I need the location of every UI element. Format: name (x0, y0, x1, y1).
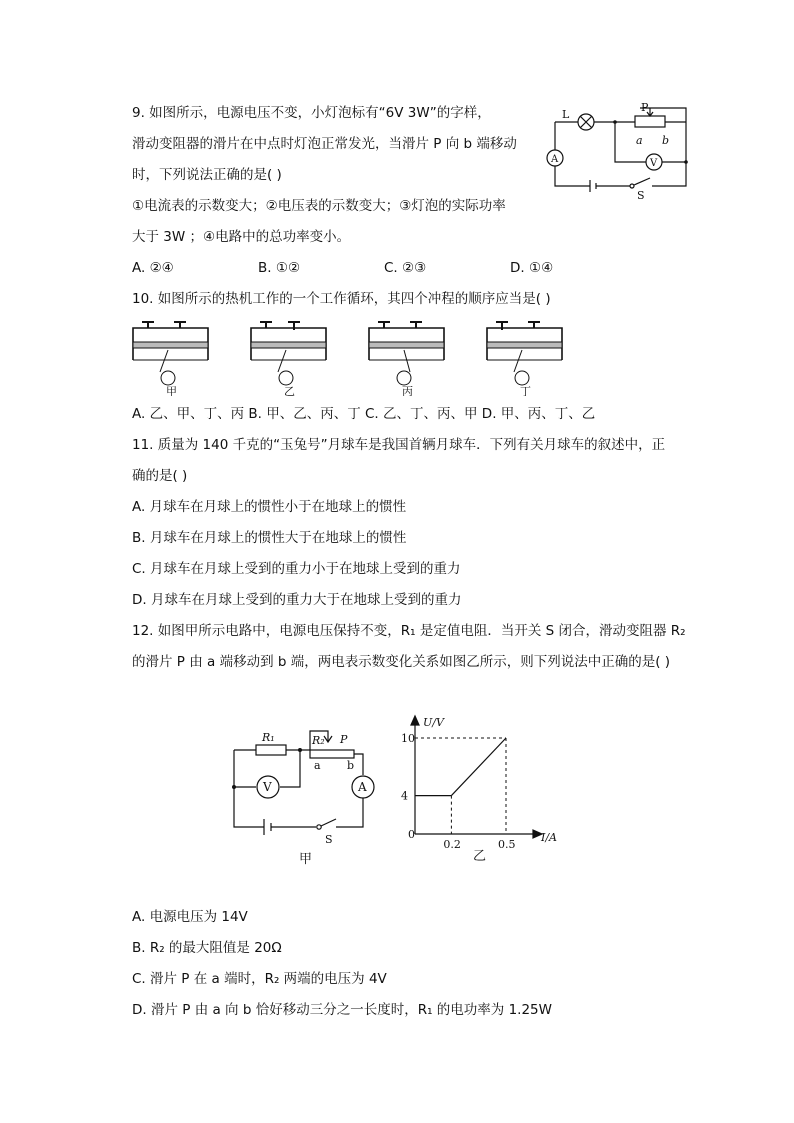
q9-lamp-label: L (562, 108, 570, 121)
q9-ammeter-label: A (551, 154, 559, 165)
q12-circuit-diagram (228, 725, 388, 870)
q11-line-2: 确的是( ) (132, 468, 188, 484)
q12-end-b-label: b (347, 759, 355, 772)
q9-line-5: 大于 3W ；④电路中的总功率变小。 (132, 229, 351, 245)
q9-option-b[interactable]: B. ①② (258, 260, 301, 276)
q12-r1-label: R₁ (262, 731, 275, 744)
stroke-label-ding: 丁 (520, 385, 531, 396)
q12-switch-label: S (325, 833, 333, 846)
q10-options[interactable]: A. 乙、甲、丁、丙 B. 甲、乙、丙、丁 C. 乙、丁、丙、甲 D. 甲、丙、丁、乙 (132, 406, 596, 422)
stroke-bing (369, 322, 444, 396)
q9-line-2: 滑动变阻器的滑片在中点时灯泡正常发光，当滑片 P 向 b 端移动 (132, 136, 517, 152)
q11-option-a[interactable]: A. 月球车在月球上的惯性小于在地球上的惯性 (132, 499, 407, 515)
q12-line-1: 12. 如图甲所示电路中，电源电压保持不变，R₁ 是定值电阻．当开关 S 闭合，滑动变阻器 R₂ (132, 623, 686, 639)
q9-end-a-label: a (636, 134, 643, 147)
q12-slider-label: P (340, 733, 348, 746)
stroke-label-yi: 乙 (284, 385, 295, 396)
q12-line-2: 的滑片 P 由 a 端移动到 b 端，两电表示数变化关系如图乙所示，则下列说法中正确的是( ) (132, 654, 671, 670)
q12-r2-label: R₂ (312, 734, 325, 747)
q9-end-b-label: b (662, 134, 670, 147)
q9-line-4: ①电流表的示数变大；②电压表的示数变大；③灯泡的实际功率 (132, 198, 506, 214)
q12-option-c[interactable]: C. 滑片 P 在 a 端时，R₂ 两端的电压为 4V (132, 971, 387, 987)
q12-option-b[interactable]: B. R₂ 的最大阻值是 20Ω (132, 940, 282, 956)
graph-origin-label: 0 (408, 828, 415, 841)
q11-line-1: 11. 质量为 140 千克的“玉兔号”月球车是我国首辆月球车．下列有关月球车的叙述中，正 (132, 437, 666, 453)
q11-option-b[interactable]: B. 月球车在月球上的惯性大于在地球上的惯性 (132, 530, 407, 546)
q12-option-d[interactable]: D. 滑片 P 由 a 向 b 恰好移动三分之一长度时，R₁ 的电功率为 1.25W (132, 1002, 552, 1018)
q12-option-a[interactable]: A. 电源电压为 14V (132, 909, 248, 925)
graph-y-axis-label: U/V (423, 716, 444, 729)
q10-engine-strokes (128, 318, 568, 396)
q9-option-a[interactable]: A. ②④ (132, 260, 174, 276)
graph-y-tick-label: 4 (401, 789, 408, 803)
q12-graph (393, 710, 573, 870)
graph-caption: 乙 (473, 849, 487, 864)
q9-option-c[interactable]: C. ②③ (384, 260, 427, 276)
q9-line-1: 9. 如图所示，电源电压不变，小灯泡标有“6V 3W”的字样， (132, 105, 491, 121)
q9-slider-label: P (641, 101, 649, 114)
graph-x-tick-label: 0.2 (443, 838, 461, 851)
q12-circuit-caption: 甲 (299, 852, 313, 867)
q9-line-3: 时，下列说法正确的是( ) (132, 167, 282, 183)
stroke-label-bing: 丙 (402, 385, 413, 396)
stroke-ding (487, 322, 562, 396)
graph-x-axis-label: I/A (541, 831, 557, 844)
graph-x-tick-label: 0.5 (498, 838, 516, 851)
q10-stem: 10. 如图所示的热机工作的一个工作循环，其四个冲程的顺序应当是( ) (132, 291, 551, 307)
q9-voltmeter-label: V (650, 158, 658, 169)
q9-switch-label: S (637, 189, 645, 200)
q9-option-d[interactable]: D. ①④ (510, 260, 554, 276)
stroke-jia (133, 322, 208, 396)
graph-y-tick-label: 10 (401, 732, 415, 745)
q12-end-a-label: a (314, 759, 321, 772)
q9-circuit-diagram (540, 100, 700, 200)
graph-line-segment (451, 738, 506, 796)
q12-voltmeter-label: V (263, 780, 272, 794)
q11-option-d[interactable]: D. 月球车在月球上受到的重力大于在地球上受到的重力 (132, 592, 462, 608)
q11-option-c[interactable]: C. 月球车在月球上受到的重力小于在地球上受到的重力 (132, 561, 461, 577)
stroke-yi (251, 322, 326, 396)
stroke-label-jia: 甲 (166, 385, 177, 396)
q12-ammeter-label: A (358, 780, 367, 794)
